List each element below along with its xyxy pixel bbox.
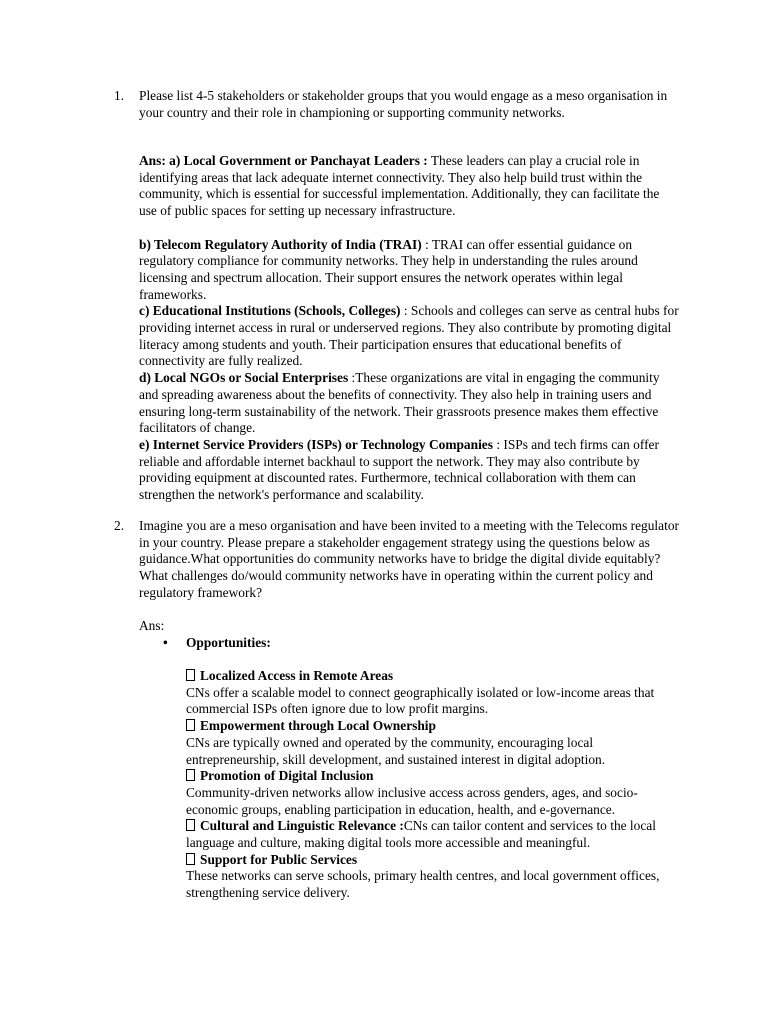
opportunity-inline-body: CNs can tailor content and services to the local language and culture, making digital tools more accessible and meaningful. [186,818,656,851]
opportunity-heading-row [186,852,676,869]
question-2-number: 2. [114,518,125,533]
answer-1-item-c-body: : Schools and colleges can serve as central hubs for providing internet access in rural or underserved regions. They also contribute by promoting digital literacy among students and youth. Their participation ensures that educational benefits of connectivity are fully realized. [139,303,679,369]
missing-glyph-icon [186,719,195,731]
answer-2-ans-label: Ans: [139,618,165,633]
opportunities-bullet-row [163,635,271,652]
answer-1-item-d [139,370,679,437]
question-2-text: Imagine you are a meso organisation and have been invited to a meeting with the Telecoms regulator in your country. Please prepare a stakeholder engagement strategy using the questions below as guidance.What opportunities do community networks have to bridge the digital divide equitably? What challenges do/would community networks have in operating within the current policy and regulatory framework? [139,518,679,600]
answer-1-item-b-heading: b) Telecom Regulatory Authority of India (TRAI) [139,236,422,252]
opportunity-heading: Empowerment through Local Ownership [200,718,436,734]
opportunity-body: Community-driven networks allow inclusive access across genders, ages, and socio-economic groups, enabling participation in education, health, and e-governance. [186,784,638,817]
bullet-icon: • [163,635,168,650]
opportunity-body: CNs are typically owned and operated by the community, encouraging local entrepreneurship, skill development, and sustained interest in digital adoption. [186,734,606,767]
question-1 [114,88,679,121]
opportunity-body: CNs offer a scalable model to connect geographically isolated or low-income areas that commercial ISPs often ignore due to low profit margins. [186,684,655,717]
missing-glyph-icon [186,853,195,865]
opportunity-heading-row [186,718,676,735]
question-2 [114,518,679,602]
answer-1-item-d-heading: d) Local NGOs or Social Enterprises [139,370,349,386]
answer-1-item-e-body: : ISPs and tech firms can offer reliable and affordable internet backhaul to support the network. They may also contribute by providing equipment at discounted rates. Furthermore, technical collaboration with them can strengthen the network's performance and scalability. [139,436,659,503]
missing-glyph-icon [186,669,195,681]
opportunity-heading: Cultural and Linguistic Relevance : [200,818,404,834]
question-1-number: 1. [114,88,125,103]
spacer [139,220,679,237]
opportunities-heading: Opportunities: [186,635,271,650]
answer-1-item-a [139,153,679,220]
opportunities-list [186,668,676,902]
missing-glyph-icon [186,769,195,781]
opportunity-body: These networks can serve schools, primary health centres, and local government offices, strengthening service delivery. [186,868,660,901]
opportunity-heading-row [186,768,676,785]
opportunity-heading-row [186,668,676,685]
answer-1-ans-label: Ans: [139,153,166,168]
answer-1-item-e-heading: e) Internet Service Providers (ISPs) or Technology Companies [139,436,493,452]
answer-1-item-b [139,237,679,304]
opportunity-heading-row [186,818,676,851]
answer-1-item-c [139,303,679,370]
missing-glyph-icon [186,819,195,831]
opportunity-heading: Support for Public Services [200,851,358,867]
question-1-text: Please list 4-5 stakeholders or stakeholder groups that you would engage as a meso organisation in your country and their role in championing or supporting community networks. [139,88,668,120]
opportunity-heading: Promotion of Digital Inclusion [200,768,374,784]
opportunity-heading: Localized Access in Remote Areas [200,668,394,683]
answer-1-item-d-body: :These organizations are vital in engaging the community and spreading awareness about the benefits of connectivity. They also help in training users and ensuring long-term sustainability of the network. Their grassroots presence makes them effective facilitators of change. [139,370,660,436]
answer-1-item-c-heading: c) Educational Institutions (Schools, Colleges) [139,303,401,319]
answer-1-item-e [139,437,679,504]
answer-1-item-a-heading: a) Local Government or Panchayat Leaders : [169,153,428,168]
answer-1-item-b-body: : TRAI can offer essential guidance on regulatory compliance for community networks. They help in understanding the rules around licensing and spectrum allocation. Their support ensures the network operates within legal frameworks. [139,236,638,302]
answer-1-item-a-body: These leaders can play a crucial role in identifying areas that lack adequate internet connectivity. They also help build trust within the community, which is essential for successful implementation. Additionally, they can facilitate the use of public spaces for setting up necessary infrastructure. [139,153,660,219]
answer-1 [139,153,679,504]
